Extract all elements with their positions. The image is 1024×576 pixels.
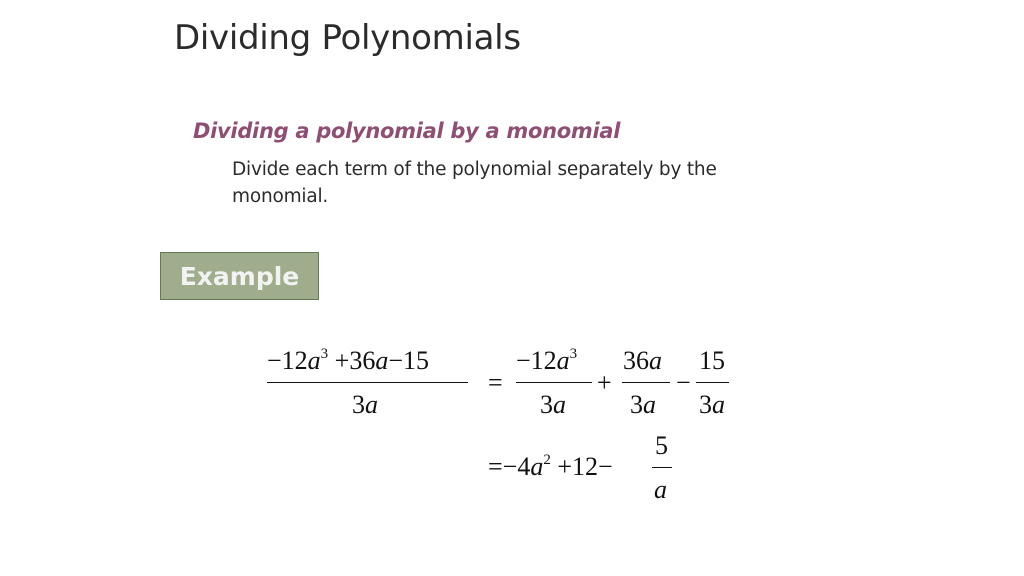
step1-term2-numerator: 36a	[623, 346, 662, 375]
step2-fraction-numerator: 5	[655, 431, 668, 460]
step2-fraction-bar	[652, 467, 672, 468]
slide-title: Dividing Polynomials	[174, 18, 521, 58]
step1-term1-bar	[516, 382, 592, 383]
step1-term2-denominator: 3a	[630, 390, 656, 419]
step1-plus: +	[597, 368, 612, 397]
lhs-denominator: 3a	[352, 390, 378, 419]
step1-term2-bar	[622, 382, 670, 383]
step1-minus: −	[676, 368, 691, 397]
step1-term3-denominator: 3a	[699, 390, 725, 419]
step1-term1-denominator: 3a	[540, 390, 566, 419]
step1-equals: =	[488, 368, 503, 397]
step1-term3-bar	[696, 382, 729, 383]
body-text: Divide each term of the polynomial separately by the monomial.	[232, 159, 717, 207]
step1-term1-numerator: $-12a^3$	[516, 346, 578, 375]
subheading: Dividing a polynomial by a monomial	[193, 119, 621, 143]
step1-term3-numerator: 15	[699, 346, 725, 375]
example-box	[160, 252, 319, 300]
lhs-numerator: $-12a^3 +36a-15$	[267, 346, 430, 375]
lhs-fraction-bar	[267, 382, 468, 383]
step2-fraction-denominator: a	[654, 475, 667, 504]
step2-expression: $=-4a^2 +12-$	[488, 452, 613, 481]
example-label: Example	[179, 261, 300, 291]
